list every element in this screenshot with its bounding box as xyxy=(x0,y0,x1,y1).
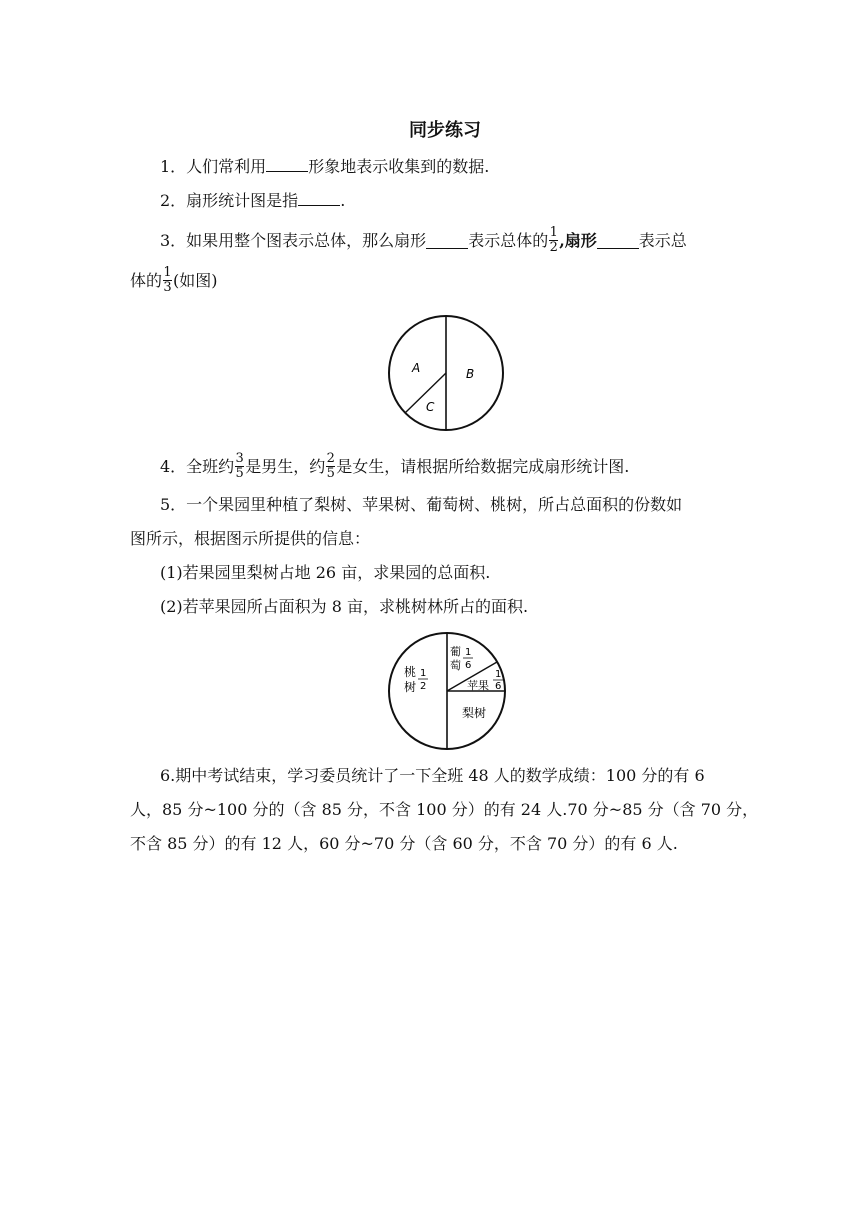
q3-blank-1 xyxy=(426,233,468,249)
grape-label-top: 葡 xyxy=(450,645,461,658)
q1-text-after: 形象地表示收集到的数据. xyxy=(308,157,490,176)
apple-label: 苹果 xyxy=(467,679,489,692)
grape-fraction-den: 6 xyxy=(465,660,472,671)
fraction-denominator: 2 xyxy=(549,240,558,255)
q4-text-3: 是女生，请根据所给数据完成扇形统计图. xyxy=(336,456,630,476)
peach-label-bottom: 树 xyxy=(404,680,417,694)
fraction-numerator: 1 xyxy=(163,265,172,280)
pie-figure-abc xyxy=(386,313,506,433)
q3-text-3: ,扇形 xyxy=(559,230,597,250)
apple-fraction-den: 6 xyxy=(495,681,502,692)
fraction-numerator: 3 xyxy=(235,451,244,466)
q2-text-after: . xyxy=(340,191,346,210)
page-title: 同步练习 xyxy=(409,120,481,141)
q3-fraction-half xyxy=(549,226,558,255)
fraction-numerator: 1 xyxy=(549,225,558,240)
q3-text-2: 表示总体的 xyxy=(468,230,549,250)
peach-fraction-den: 2 xyxy=(420,681,427,692)
q3-text-4: 表示总 xyxy=(638,230,687,250)
apple-fraction-num: 1 xyxy=(495,669,502,680)
question-5-sub-2: (2)若苹果园所占面积为 8 亩，求桃树林所占的面积. xyxy=(160,597,529,616)
question-6-line-1: 6.期中考试结束，学习委员统计了一下全班 48 人的数学成绩：100 分的有 6 xyxy=(160,766,705,785)
question-3-line-1 xyxy=(160,226,687,255)
question-6-line-3: 不含 85 分）的有 12 人，60 分~70 分（含 60 分，不含 70 分）的有 6 人. xyxy=(130,834,678,853)
sector-label-c: C xyxy=(426,400,435,414)
q4-text-1: 4．全班约 xyxy=(160,456,235,476)
q3-text-6: (如图) xyxy=(173,270,218,290)
q3-text-1: 3．如果用整个图表示总体，那么扇形 xyxy=(160,230,427,250)
grape-fraction-num: 1 xyxy=(465,647,472,658)
q2-text-before: 2．扇形统计图是指 xyxy=(160,191,299,210)
question-6-line-2: 人，85 分~100 分的（含 85 分，不含 100 分）的有 24 人.70 分~85 分（含 70 分， xyxy=(130,800,759,819)
question-5-line-2: 图所示，根据图示所提供的信息： xyxy=(130,529,371,548)
q2-blank xyxy=(298,190,340,206)
sector-label-b: B xyxy=(466,367,475,381)
fraction-numerator: 2 xyxy=(326,451,335,466)
question-5-line-1: 5．一个果园里种植了梨树、苹果树、葡萄树、桃树，所占总面积的份数如 xyxy=(160,495,683,514)
pear-label: 梨树 xyxy=(462,706,487,720)
q3-blank-2 xyxy=(597,233,639,249)
q4-fraction-girls xyxy=(326,452,335,481)
question-3-line-2 xyxy=(130,266,218,295)
fraction-denominator: 5 xyxy=(326,466,335,481)
sector-label-a: A xyxy=(412,361,421,375)
question-1 xyxy=(160,156,489,178)
question-4 xyxy=(160,452,629,481)
fraction-denominator: 3 xyxy=(163,280,172,295)
fraction-denominator: 5 xyxy=(235,466,244,481)
q1-blank xyxy=(266,156,308,172)
q4-text-2: 是男生，约 xyxy=(245,456,326,476)
question-2 xyxy=(160,190,345,212)
orchard-pie-chart xyxy=(386,630,508,752)
grape-label-bottom: 萄 xyxy=(450,659,461,672)
q1-text-before: 1．人们常利用 xyxy=(160,157,267,176)
peach-label-top: 桃 xyxy=(404,665,417,679)
q3-text-5: 体的 xyxy=(130,270,163,290)
question-5-sub-1: (1)若果园里梨树占地 26 亩，求果园的总面积. xyxy=(160,563,491,582)
peach-fraction-num: 1 xyxy=(420,668,427,679)
q4-fraction-boys xyxy=(235,452,244,481)
q3-fraction-third xyxy=(163,266,172,295)
